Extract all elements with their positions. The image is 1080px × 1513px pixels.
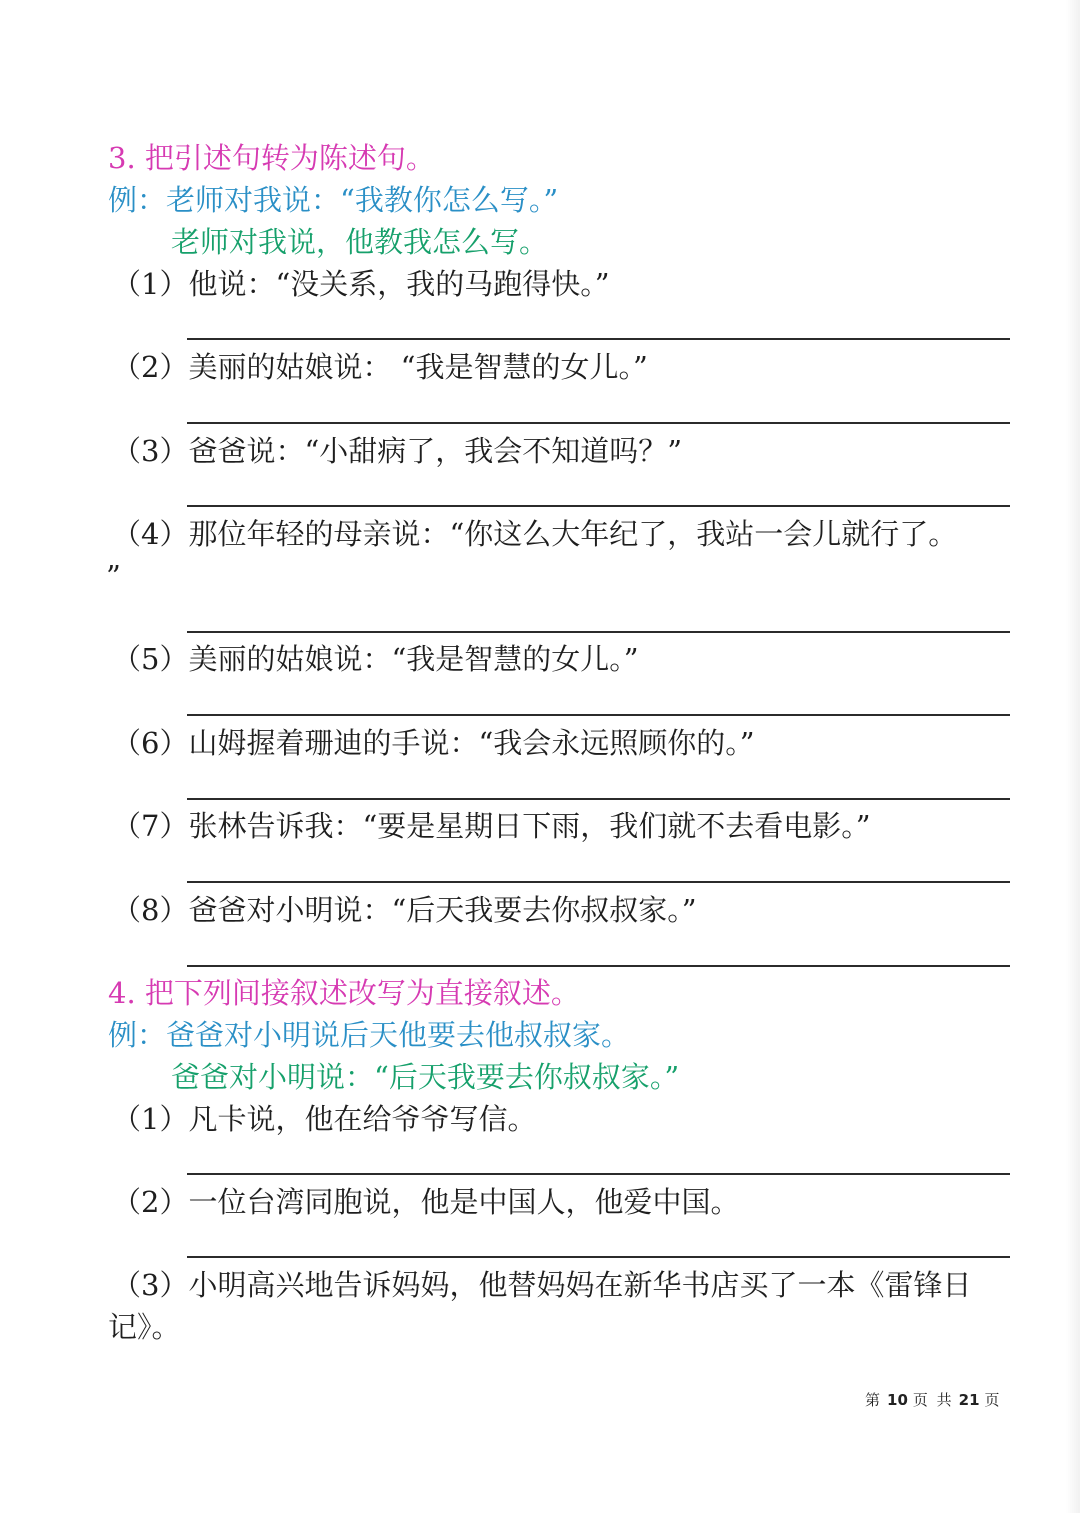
section-4-heading: 4. 把下列间接叙述改写为直接叙述。	[108, 976, 580, 1010]
answer-line-4-1[interactable]	[187, 1173, 1010, 1175]
section-4-item-3-continued: 记》。	[108, 1310, 181, 1344]
page-footer	[865, 1390, 1002, 1410]
answer-line-3-3[interactable]	[187, 505, 1010, 507]
answer-line-3-5[interactable]	[187, 714, 1010, 716]
section-3-item-6: （6）山姆握着珊迪的手说：“我会永远照顾你的。”	[112, 726, 755, 760]
section-3-item-7: （7）张林告诉我：“要是星期日下雨，我们就不去看电影。”	[112, 809, 871, 843]
answer-line-3-1[interactable]	[187, 338, 1010, 340]
answer-line-3-8[interactable]	[187, 965, 1010, 967]
answer-line-3-6[interactable]	[187, 798, 1010, 800]
section-3-item-3: （3）爸爸说：“小甜病了，我会不知道吗？”	[112, 434, 683, 468]
page-edge-shadow	[1066, 0, 1080, 1513]
section-4-item-1: （1）凡卡说，他在给爷爷写信。	[112, 1102, 537, 1136]
footer-suffix: 页	[984, 1391, 1002, 1409]
answer-line-3-2[interactable]	[187, 422, 1010, 424]
section-4-item-2: （2）一位台湾同胞说，他是中国人，他爱中国。	[112, 1185, 740, 1219]
section-3-item-1: （1）他说：“没关系，我的马跑得快。”	[112, 267, 610, 301]
answer-line-4-2[interactable]	[187, 1256, 1010, 1258]
section-3-example: 例：老师对我说：“我教你怎么写。”	[108, 183, 559, 217]
section-3-item-8: （8）爸爸对小明说：“后天我要去你叔叔家。”	[112, 893, 697, 927]
section-4-item-3: （3）小明高兴地告诉妈妈，他替妈妈在新华书店买了一本《雷锋日	[112, 1268, 972, 1302]
section-3-item-4-closing-quote: ”	[106, 559, 121, 593]
footer-middle: 页 共	[912, 1391, 954, 1409]
section-3-item-5: （5）美丽的姑娘说：“我是智慧的女儿。”	[112, 642, 639, 676]
section-4-example: 例：爸爸对小明说后天他要去他叔叔家。	[108, 1018, 631, 1052]
answer-line-3-4[interactable]	[187, 631, 1010, 633]
section-3-heading: 3. 把引述句转为陈述句。	[108, 141, 435, 175]
section-3-item-4: （4）那位年轻的母亲说：“你这么大年纪了，我站一会儿就行了。	[112, 517, 958, 551]
footer-total-pages: 21	[958, 1391, 980, 1409]
section-4-example-answer: 爸爸对小明说：“后天我要去你叔叔家。”	[171, 1060, 680, 1094]
section-3-item-2: （2）美丽的姑娘说： “我是智慧的女儿。”	[112, 350, 648, 384]
footer-page-number: 10	[887, 1391, 908, 1409]
answer-line-3-7[interactable]	[187, 881, 1010, 883]
footer-prefix: 第	[865, 1391, 883, 1409]
section-3-example-answer: 老师对我说，他教我怎么写。	[171, 225, 549, 259]
